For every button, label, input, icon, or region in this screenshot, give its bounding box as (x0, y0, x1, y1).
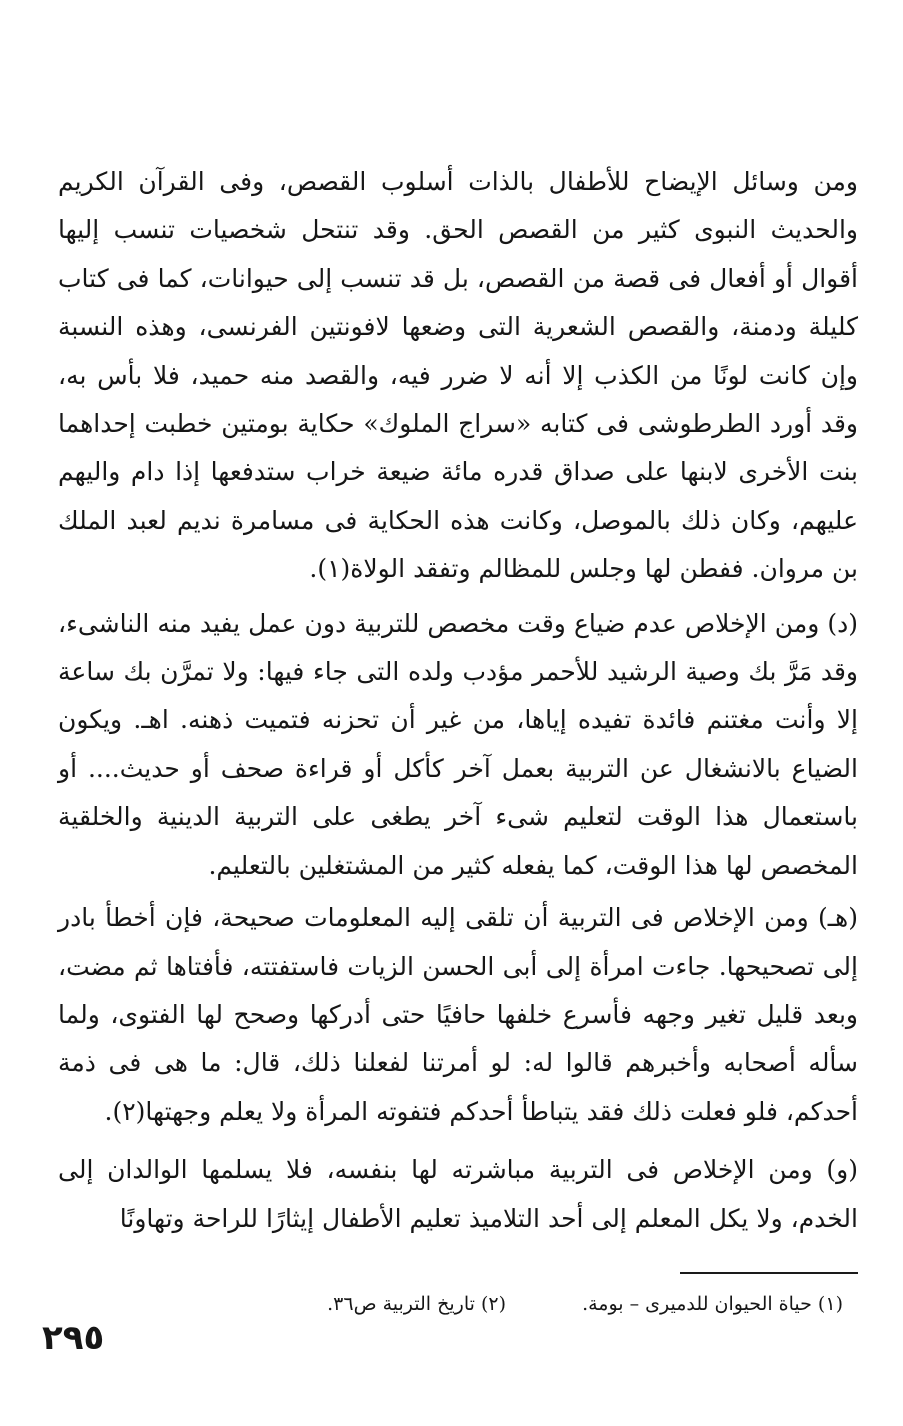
paragraph-d-time: (د) ومن الإخلاص عدم ضياع وقت مخصص للتربية دون عمل يفيد منه الناشىء، وقد مَرَّ بك وصية الرشيد للأحمر مؤدب ولده التى جاء فيها: ولا تمرَّن بك ساعة إلا وأنت مغتنم فائدة تفيده إياها، من غير أن تحزنه فتميت ذهنه. اهـ. ويكون الضياع بالانشغال عن التربية بعمل آخر كأكل أو قراءة صحف أو حديث.... أو باستعمال هذا الوقت لتعليم شىء آخر يطغى على التربية الدينية والخلقية المخصص لها هذا الوقت، كما يفعله كثير من المشتغلين بالتعليم. (58, 608, 858, 880)
footnote-divider (680, 1272, 858, 1274)
paragraph-stories: ومن وسائل الإيضاح للأطفال بالذات أسلوب القصص، وفى القرآن الكريم والحديث النبوى كثير من القصص الحق. وقد تنتحل شخصيات تنسب إليها أقوال أو أفعال فى قصة من القصص، بل قد تنسب إلى حيوانات، كما فى كتاب كليلة ودمنة، والقصص الشعرية التى وضعها لافونتين الفرنسى، وهذه النسبة وإن كانت لونًا من الكذب إلا أنه لا ضرر فيه، والقصد منه حميد، فلا بأس به، وقد أورد الطرطوشى فى كتابه «سراج الملوك» حكاية بومتين خطبت إحداهما بنت الأخرى لابنها على صداق قدره مائة ضيعة خراب ستدفعها إذا دام واليهم عليهم، وكان ذلك بالموصل، وكانت هذه الحكاية فى مسامرة نديم لعبد الملك بن مروان. ففطن لها وجلس للمظالم وتفقد الولاة(١). (58, 167, 858, 584)
main-text (58, 158, 858, 1243)
footnote-2: (٢) تاريخ التربية ص٣٦. (327, 1293, 507, 1315)
footnotes (327, 1290, 843, 1318)
page-number: ٢٩٥ (42, 1318, 105, 1358)
paragraph-h-correct-info: (هـ) ومن الإخلاص فى التربية أن تلقى إليه المعلومات صحيحة، فإن أخطأ بادر إلى تصحيحها. جاءت امرأة إلى أبى الحسن الزيات فاستفتته، فأفتاها ثم مضت، وبعد قليل تغير وجهه فأسرع خلفها حافيًا حتى أدركها وصحح لها الفتوى، ولما سأله أصحابه وأخبرهم قالوا له: لو أمرتنا لفعلنا ذلك، قال: ما هى فى ذمة أحدكم، فلو فعلت ذلك فقد يتباطأ أحدكم فتفوته المرأة ولا يعلم وجهتها(٢). (58, 903, 858, 1126)
paragraph-w-direct-teaching: (و) ومن الإخلاص فى التربية مباشرته لها بنفسه، فلا يسلمها الوالدان إلى الخدم، ولا يكل المعلم إلى أحد التلاميذ تعليم الأطفال إيثارًا للراحة وتهاونًا (58, 1155, 858, 1233)
footnote-1: (١) حياة الحيوان للدميرى – بومة. (582, 1293, 843, 1315)
